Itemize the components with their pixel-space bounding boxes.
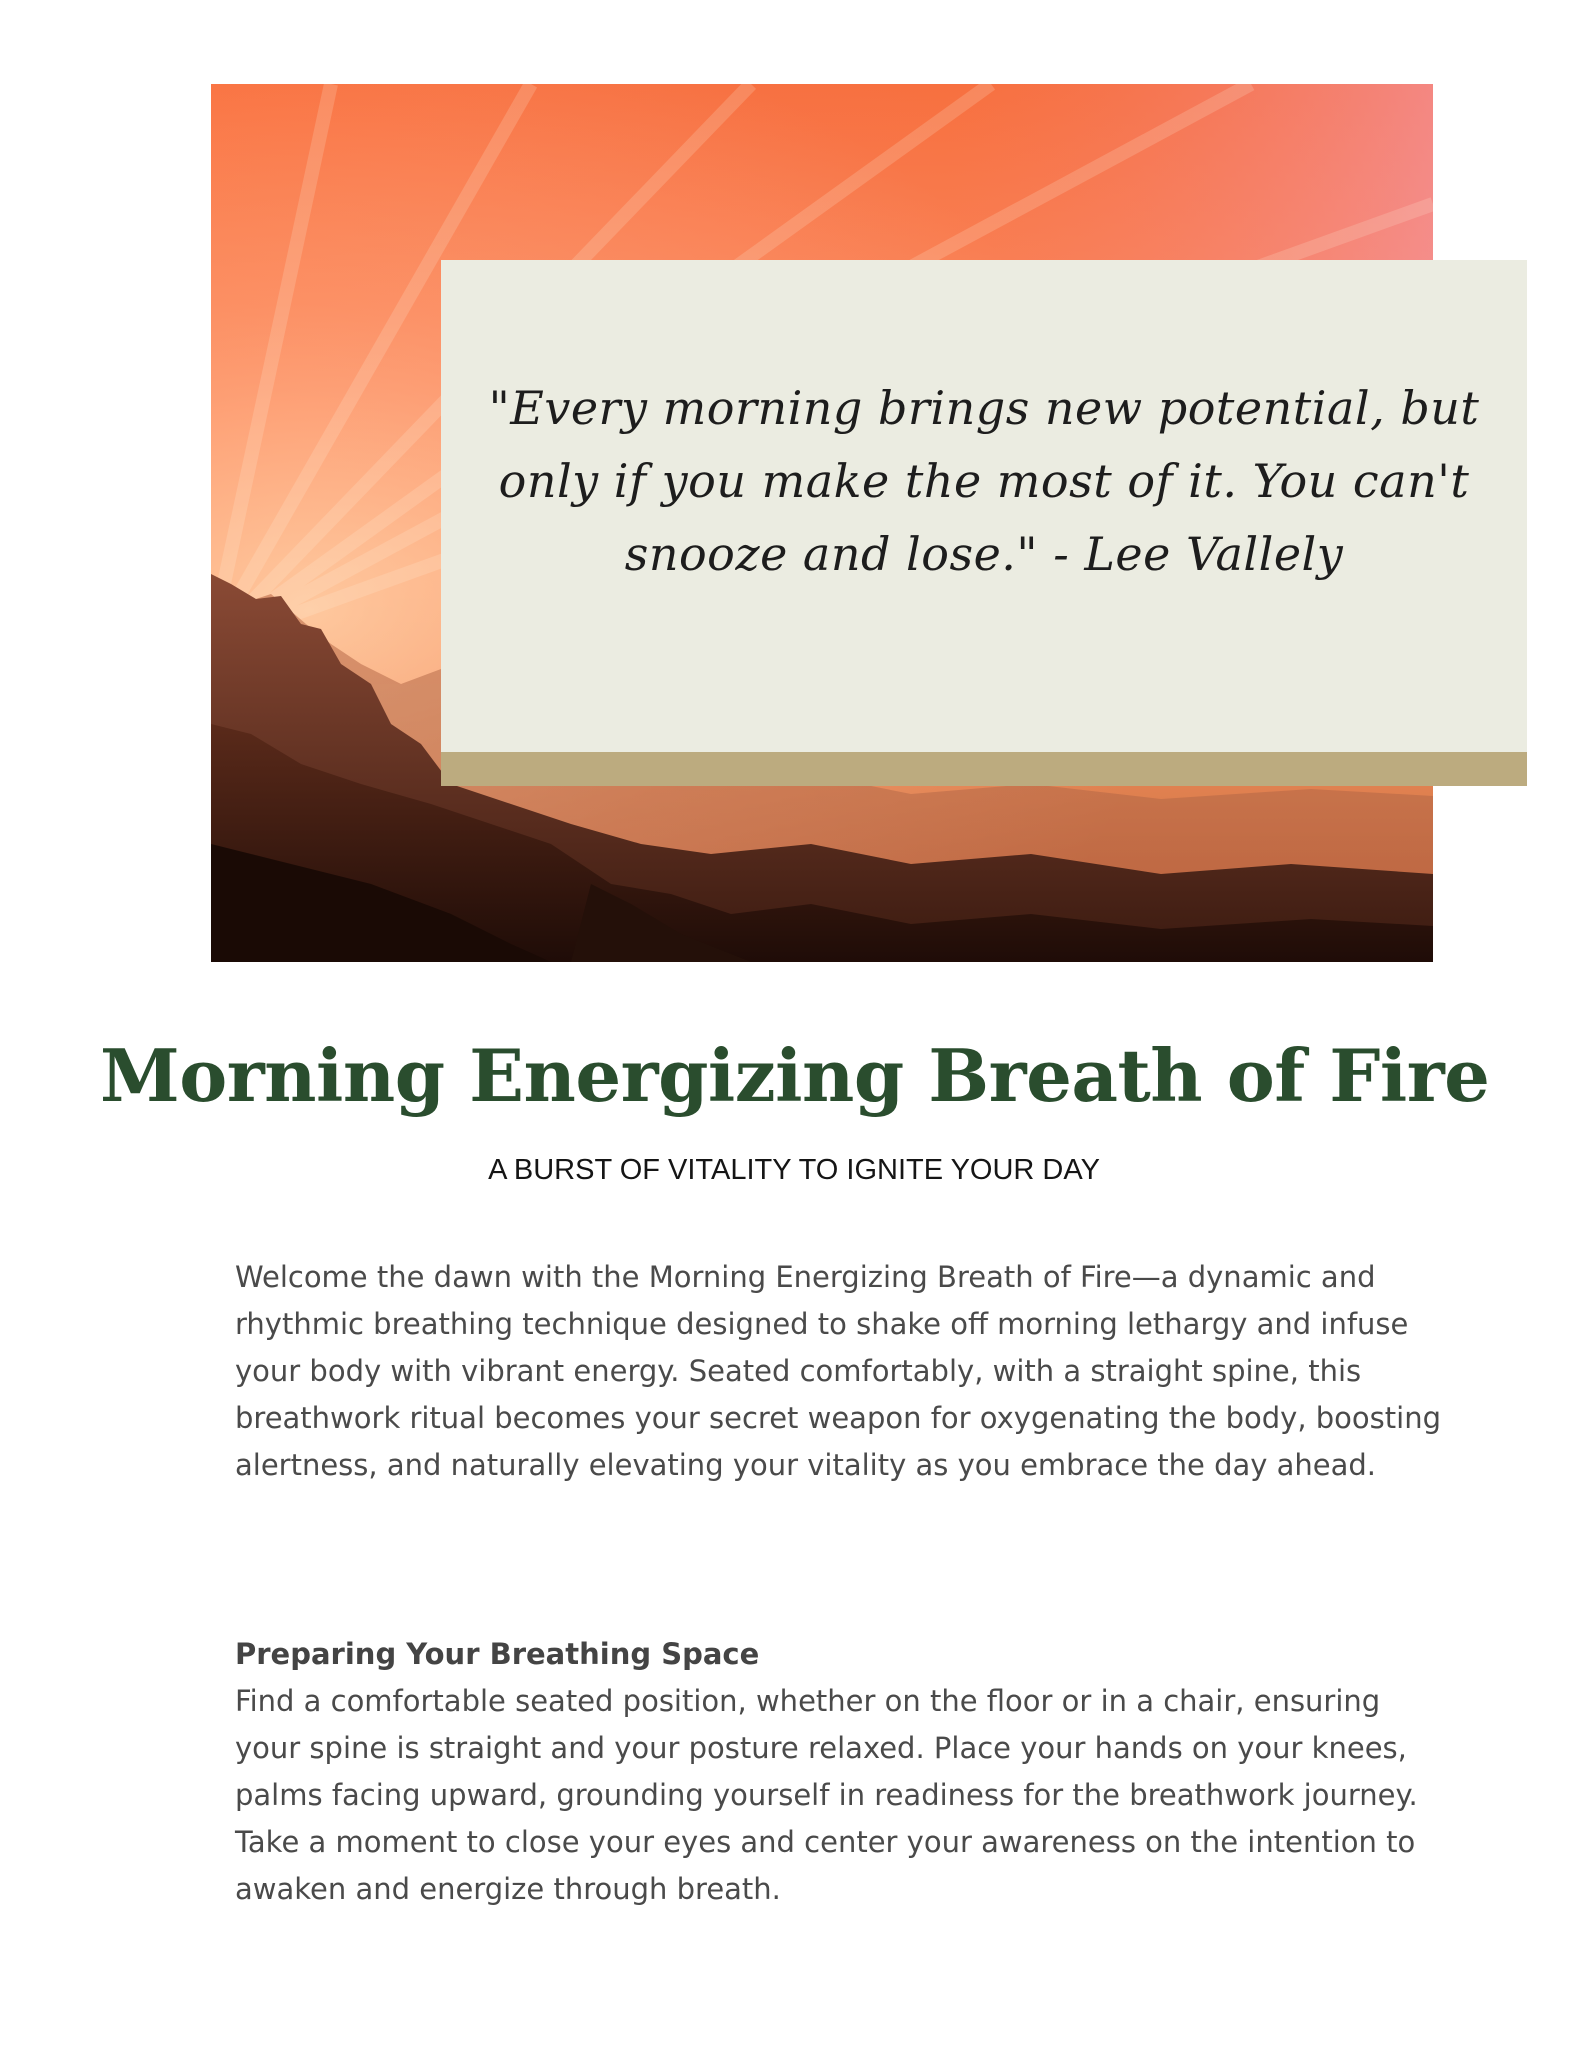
- page-title: Morning Energizing Breath of Fire: [100, 1033, 1490, 1118]
- quote-text: "Every morning brings new potential, but only if you make the most of it. You can't snooze and lose." - Lee Vallely: [488, 381, 1480, 581]
- section-heading: Preparing Your Breathing Space: [235, 1637, 760, 1671]
- quote-panel: [441, 260, 1527, 752]
- page-subtitle: A BURST OF VITALITY TO IGNITE YOUR DAY: [488, 1154, 1100, 1186]
- intro-paragraph: Welcome the dawn with the Morning Energizing Breath of Fire—a dynamic and rhythmic breathing technique designed to shake off morning lethargy and infuse your body with vibrant energy. Seated comfortably, with a straight spine, this breathwork ritual becomes your secret weapon for oxygenating the body, boosting alertness, and naturally elevating your vitality as you embrace the day ahead.: [235, 1260, 1441, 1482]
- quote-card: [441, 260, 1527, 786]
- section-body: Find a comfortable seated position, whether on the floor or in a chair, ensuring your spine is straight and your posture relaxed. Place your hands on your knees, palms facing upward, grounding yourself in readiness for the breathwork journey. Take a moment to close your eyes and center your awareness on the intention to awaken and energize through breath.: [235, 1684, 1418, 1906]
